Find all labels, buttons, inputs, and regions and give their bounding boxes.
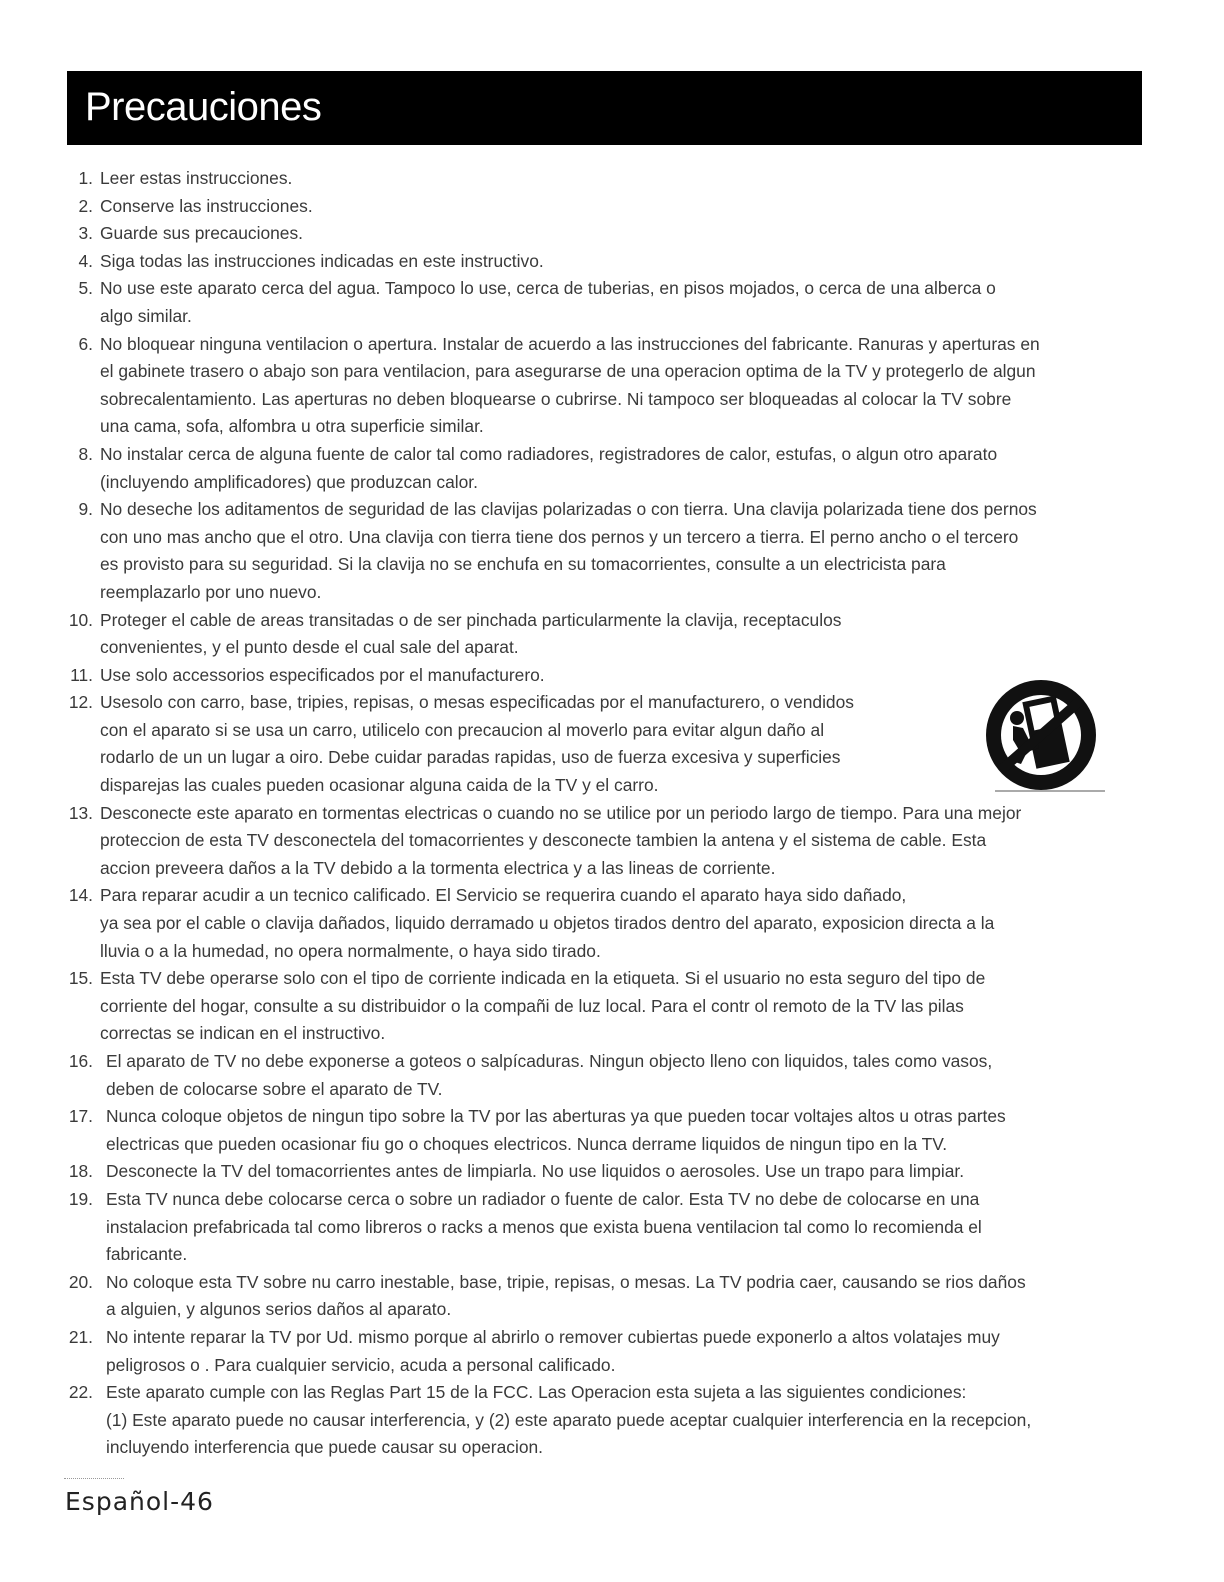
item-text-line: una cama, sofa, alfombra u otra superficie similar. xyxy=(100,416,484,437)
list-item xyxy=(60,165,1135,193)
item-number: 18. xyxy=(68,1161,93,1182)
list-item xyxy=(60,331,1135,441)
item-text-line: Proteger el cable de areas transitadas o de ser pinchada particularmente la clavija, receptaculos xyxy=(100,609,842,630)
list-item xyxy=(60,1186,1135,1269)
list-item xyxy=(60,275,1135,330)
list-item xyxy=(60,1158,1135,1186)
item-text-line: No instalar cerca de alguna fuente de calor tal como radiadores, registradores de calor, estufas, o algun otro aparato xyxy=(100,443,998,464)
item-text-line: lluvia o a la humedad, no opera normalmente, o haya sido tirado. xyxy=(100,940,601,961)
list-item xyxy=(60,220,1135,248)
item-text-line: rodarlo de un un lugar a oiro. Debe cuidar paradas rapidas, uso de fuerza excesiva y superficies xyxy=(100,747,841,768)
list-item xyxy=(60,1048,1135,1103)
item-number: 1. xyxy=(78,168,93,188)
item-text-line: ya sea por el cable o clavija dañados, liquido derramado u objetos tirados dentro del aparato, exposicion directa a la xyxy=(100,913,995,934)
item-text-line: algo similar. xyxy=(100,305,192,326)
item-text-line: (incluyendo amplificadores) que produzcan calor. xyxy=(100,471,478,492)
item-number: 4. xyxy=(78,250,93,271)
list-item xyxy=(60,1103,1135,1158)
list-item xyxy=(60,193,1135,221)
item-text-line: deben de colocarse sobre el aparato de TV. xyxy=(106,1078,443,1099)
title-bar xyxy=(67,71,1142,145)
item-number: 22. xyxy=(68,1382,93,1403)
page-title: Precauciones xyxy=(85,85,322,129)
item-text-line: Esta TV nunca debe colocarse cerca o sobre un radiador o fuente de calor. Esta TV no debe de colocarse en una xyxy=(106,1188,980,1209)
precautions-list xyxy=(60,165,1135,1462)
item-number: 8. xyxy=(78,443,93,464)
item-number: 19. xyxy=(68,1188,93,1209)
item-number: 20. xyxy=(68,1271,93,1292)
item-text-line: Esta TV debe operarse solo con el tipo de corriente indicada en la etiqueta. Si el usuario no esta seguro del tipo de xyxy=(100,968,986,989)
cart-warning-icon xyxy=(975,678,1108,798)
item-number: 5. xyxy=(78,278,93,299)
item-text-line: No deseche los aditamentos de seguridad de las clavijas polarizadas o con tierra. Una clavija polarizada tiene dos pernos xyxy=(100,499,1037,520)
item-text-line: Este aparato cumple con las Reglas Part 15 de la FCC. Las Operacion esta sujeta a las siguientes condiciones: xyxy=(106,1382,967,1403)
item-text-line: correctas se indican en el instructivo. xyxy=(100,1023,386,1044)
item-text-line: Conserve las instrucciones. xyxy=(100,195,313,216)
item-number: 16. xyxy=(68,1051,93,1071)
item-number: 13. xyxy=(68,802,93,823)
item-text-line: el gabinete trasero o abajo son para ventilacion, para asegurarse de una operacion optima de la TV y protegerlo de algun xyxy=(100,361,1036,382)
list-item xyxy=(60,662,1135,690)
item-number: 9. xyxy=(78,499,93,520)
list-item xyxy=(60,496,1135,606)
item-number: 2. xyxy=(78,195,93,216)
item-text-line: Nunca coloque objetos de ningun tipo sobre la TV por las aberturas ya que pueden tocar voltajes altos u otras partes xyxy=(106,1106,1006,1127)
item-text-line: incluyendo interferencia que puede causar su operacion. xyxy=(106,1437,543,1458)
item-text-line: reemplazarlo por uno nuevo. xyxy=(100,581,322,602)
item-text-line: proteccion de esta TV desconectela del tomacorrientes y desconecte tambien la antena y el sistema de cable. Esta xyxy=(100,830,987,851)
list-item xyxy=(60,1324,1135,1379)
list-item xyxy=(60,607,1135,662)
item-text-line: Para reparar acudir a un tecnico calificado. El Servicio se requerira cuando el aparato haya sido dañado, xyxy=(100,885,907,906)
item-number: 11. xyxy=(70,664,93,685)
list-item xyxy=(60,689,1135,799)
item-text-line: instalacion prefabricada tal como libreros o racks a menos que exista buena ventilacion tal como lo recomienda el xyxy=(106,1216,982,1237)
item-number: 15. xyxy=(68,968,93,989)
list-item xyxy=(60,441,1135,496)
item-text-line: a alguien, y algunos serios daños al aparato. xyxy=(106,1299,452,1320)
item-text-line: disparejas las cuales pueden ocasionar alguna caida de la TV y el carro. xyxy=(100,775,659,796)
footer-rule xyxy=(64,1478,124,1479)
item-text-line: No bloquear ninguna ventilacion o apertura. Instalar de acuerdo a las instrucciones del fabricante. Ranuras y aperturas en xyxy=(100,333,1040,354)
list-item xyxy=(60,965,1135,1048)
list-item xyxy=(60,882,1135,965)
item-text-line: Leer estas instrucciones. xyxy=(100,168,293,188)
item-text-line: No use este aparato cerca del agua. Tampoco lo use, cerca de tuberias, en pisos mojados, o cerca de una alberca o xyxy=(100,278,996,299)
page-number: Español-46 xyxy=(65,1487,214,1516)
item-text-line: con uno mas ancho que el otro. Una clavija con tierra tiene dos pernos y un tercero a tierra. El perno ancho o el tercero xyxy=(100,526,1019,547)
item-text-line: Usesolo con carro, base, tripies, repisas, o mesas especificadas por el manufacturero, o vendidos xyxy=(100,692,854,713)
list-item xyxy=(60,248,1135,276)
item-text-line: (1) Este aparato puede no causar interferencia, y (2) este aparato puede aceptar cualquier interferencia en la recepcion, xyxy=(106,1409,1032,1430)
item-number: 6. xyxy=(78,333,93,354)
item-number: 10. xyxy=(68,609,93,630)
item-number: 17. xyxy=(68,1106,93,1127)
item-text-line: Use solo accessorios especificados por el manufacturero. xyxy=(100,664,545,685)
item-number: 21. xyxy=(68,1326,93,1347)
list-item xyxy=(60,800,1135,883)
list-item xyxy=(60,1269,1135,1324)
item-text-line: Siga todas las instrucciones indicadas en este instructivo. xyxy=(100,250,544,271)
item-text-line: convenientes, y el punto desde el cual sale del aparat. xyxy=(100,637,519,658)
item-text-line: con el aparato si se usa un carro, utilicelo con precaucion al moverlo para evitar algun daño al xyxy=(100,719,825,740)
item-number: 14. xyxy=(68,885,93,906)
list-item xyxy=(60,1379,1135,1462)
item-text-line: No intente reparar la TV por Ud. mismo porque al abrirlo o remover cubiertas puede exponerlo a altos volatajes muy xyxy=(106,1326,1000,1347)
item-text-line: corriente del hogar, consulte a su distribuidor o la compañi de luz local. Para el contr ol remoto de la TV las pilas xyxy=(100,995,964,1016)
item-text-line: Desconecte este aparato en tormentas electricas o cuando no se utilice por un periodo largo de tiempo. Para una mejor xyxy=(100,802,1022,823)
item-number: 3. xyxy=(78,223,93,244)
item-text-line: peligrosos o . Para cualquier servicio, acuda a personal calificado. xyxy=(106,1354,616,1375)
item-text-line: accion preveera daños a la TV debido a la tormenta electrica y a las lineas de corriente. xyxy=(100,857,776,878)
item-text-line: El aparato de TV no debe exponerse a goteos o salpícaduras. Ningun objecto lleno con liquidos, tales como vasos, xyxy=(106,1051,993,1071)
item-text-line: fabricante. xyxy=(106,1244,188,1265)
item-text-line: sobrecalentamiento. Las aperturas no deben bloquearse o cubrirse. Ni tampoco ser bloqueadas al colocar la TV sobre xyxy=(100,388,1012,409)
item-text-line: No coloque esta TV sobre nu carro inestable, base, tripie, repisas, o mesas. La TV podria caer, causando se rios daños xyxy=(106,1271,1026,1292)
item-text-line: electricas que pueden ocasionar fiu go o choques electricos. Nunca derrame liquidos de ningun tipo en la TV. xyxy=(106,1133,948,1154)
item-text-line: es provisto para su seguridad. Si la clavija no se enchufa en su tomacorrientes, consulte a un electricista para xyxy=(100,554,946,575)
item-number: 12. xyxy=(68,692,93,713)
item-text-line: Desconecte la TV del tomacorrientes antes de limpiarla. No use liquidos o aerosoles. Use un trapo para limpiar. xyxy=(106,1161,965,1182)
item-text-line: Guarde sus precauciones. xyxy=(100,223,304,244)
